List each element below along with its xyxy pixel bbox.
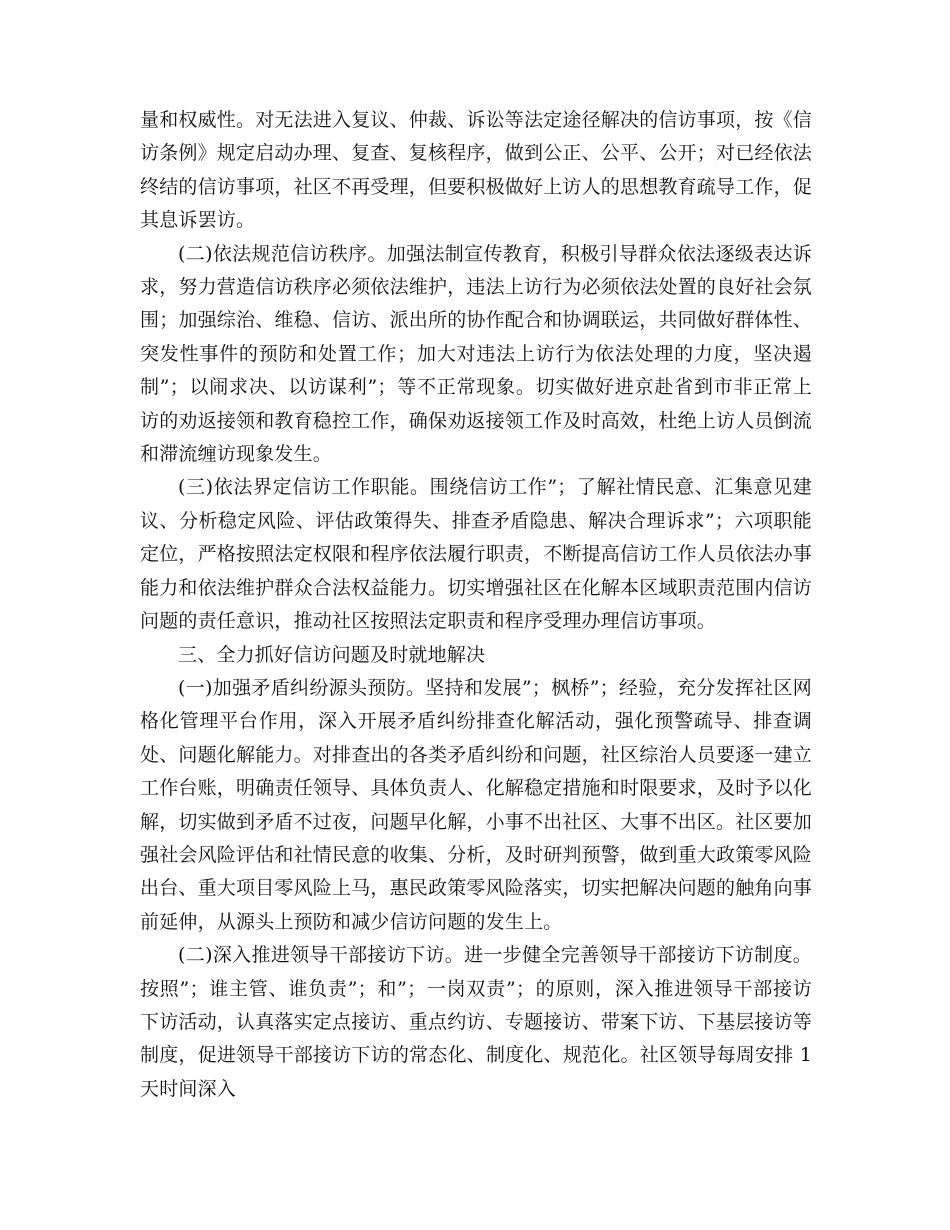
- section-heading-three: 三、全力抓好信访问题及时就地解决: [178, 643, 486, 666]
- document-page: [140, 104, 812, 1106]
- paragraph-leader-visits: (二)深入推进领导干部接访下访。进一步健全完善领导干部接访下访制度。按照”；谁主管、谁负责”；和”；一岗双责”；的原则，深入推进领导干部接访下访活动，认真落实定点接访、重点约访、专题接访、带案下访、下基层接访等制度，促进领导干部接访下访的常态化、制度化、规范化。社区领导每周安排 1 天时间深入: [140, 944, 813, 1100]
- paragraph-petition-order: (二)依法规范信访秩序。加强法制宣传教育，积极引导群众依法逐级表达诉求，努力营造信访秩序必须依法维护，违法上访行为必须依法处置的良好社会氛围；加强综治、维稳、信访、派出所的协作配合和协调联运，共同做好群体性、突发性事件的预防和处置工作；加大对违法上访行为依法处理的力度，坚决遏制”；以闹求决、以访谋利”；等不正常现象。切实做好进京赴省到市非正常上访的劝返接领和教育稳控工作，确保劝返接领工作及时高效，杜绝上访人员倒流和滞流缠访现象发生。: [140, 242, 813, 466]
- paragraph-continuation: 量和权威性。对无法进入复议、仲裁、诉讼等法定途径解决的信访事项，按《信访条例》规定启动办理、复查、复核程序，做到公正、公平、公开；对已经依法终结的信访事项，社区不再受理，但要积极做好上访人的思想教育疏导工作，促其息诉罢访。: [140, 109, 813, 232]
- paragraph-source-prevention: (一)加强矛盾纠纷源头预防。坚持和发展”；枫桥”；经验，充分发挥社区网格化管理平台作用，深入开展矛盾纠纷排查化解活动，强化预警疏导、排查调处、问题化解能力。对排查出的各类矛盾纠纷和问题，社区综治人员要逐一建立工作台账，明确责任领导、具体负责人、化解稳定措施和时限要求，及时予以化解，切实做到矛盾不过夜，问题早化解，小事不出社区、大事不出区。社区要加强社会风险评估和社情民意的收集、分析，及时研判预警，做到重大政策零风险出台、重大项目零风险上马，惠民政策零风险落实，切实把解决问题的触角向事前延伸，从源头上预防和减少信访问题的发生上。: [140, 676, 813, 933]
- paragraph-petition-functions: (三)依法界定信访工作职能。围绕信访工作”；了解社情民意、汇集意见建议、分析稳定风险、评估政策得失、排查矛盾隐患、解决合理诉求”；六项职能定位，严格按照法定权限和程序依法履行职责，不断提高信访工作人员依法办事能力和依法维护群众合法权益能力。切实增强社区在化解本区域职责范围内信访问题的责任意识，推动社区按照法定职责和程序受理办理信访事项。: [140, 476, 813, 633]
